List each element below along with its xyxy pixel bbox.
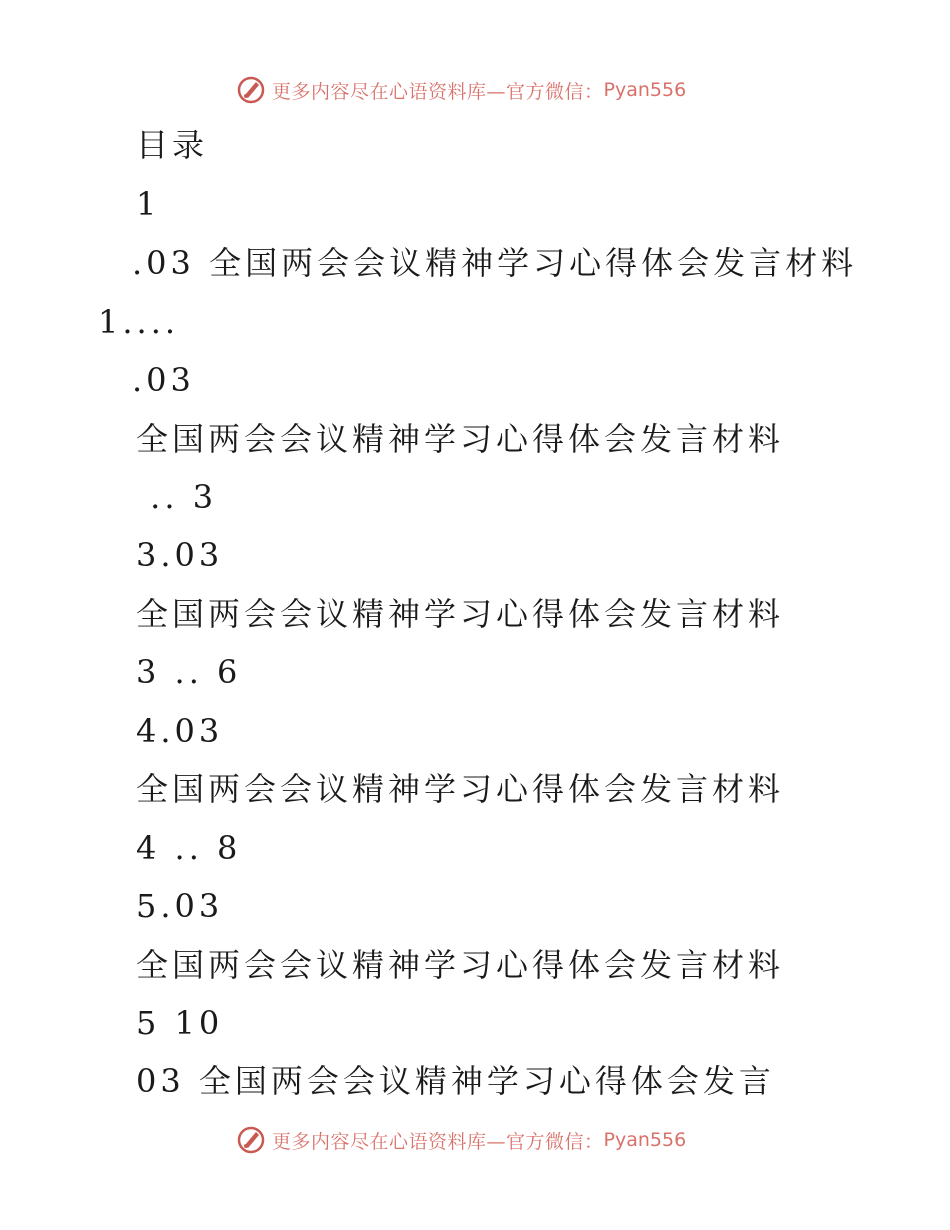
toc-line: 全国两会会议精神学习心得体会发言材料 bbox=[136, 946, 785, 984]
watermark-wechat-id: Pyan556 bbox=[603, 1129, 687, 1151]
watermark-text: 更多内容尽在心语资料库—官方微信： bbox=[272, 80, 604, 103]
logo-icon bbox=[236, 75, 266, 105]
toc-line: 03 全国两会会议精神学习心得体会发言 bbox=[136, 1062, 775, 1100]
toc-line: 3.03 bbox=[136, 536, 224, 574]
toc-line: 5 10 bbox=[136, 1004, 224, 1042]
toc-line: 全国两会会议精神学习心得体会发言材料 bbox=[136, 595, 785, 633]
toc-line: 4.03 bbox=[136, 712, 224, 750]
toc-line: 1.... bbox=[98, 303, 180, 341]
header-watermark bbox=[236, 73, 686, 107]
toc-line: .. 3 bbox=[136, 478, 218, 516]
footer-watermark bbox=[236, 1123, 686, 1157]
logo-icon bbox=[236, 1125, 266, 1155]
toc-heading: 目录 bbox=[136, 126, 209, 164]
toc-line: 全国两会会议精神学习心得体会发言材料 bbox=[136, 770, 785, 808]
watermark-text: 更多内容尽在心语资料库—官方微信： bbox=[272, 1130, 604, 1153]
watermark-wechat-id: Pyan556 bbox=[603, 79, 687, 101]
toc-line: .03 bbox=[132, 361, 195, 399]
toc-line: 1 bbox=[136, 185, 161, 223]
toc-line: .03 全国两会会议精神学习心得体会发言材料 bbox=[132, 244, 858, 282]
toc-line: 3 .. 6 bbox=[136, 653, 242, 691]
toc-line: 4 .. 8 bbox=[136, 829, 242, 867]
toc-line: 5.03 bbox=[136, 887, 224, 925]
toc-line: 全国两会会议精神学习心得体会发言材料 bbox=[136, 420, 785, 458]
